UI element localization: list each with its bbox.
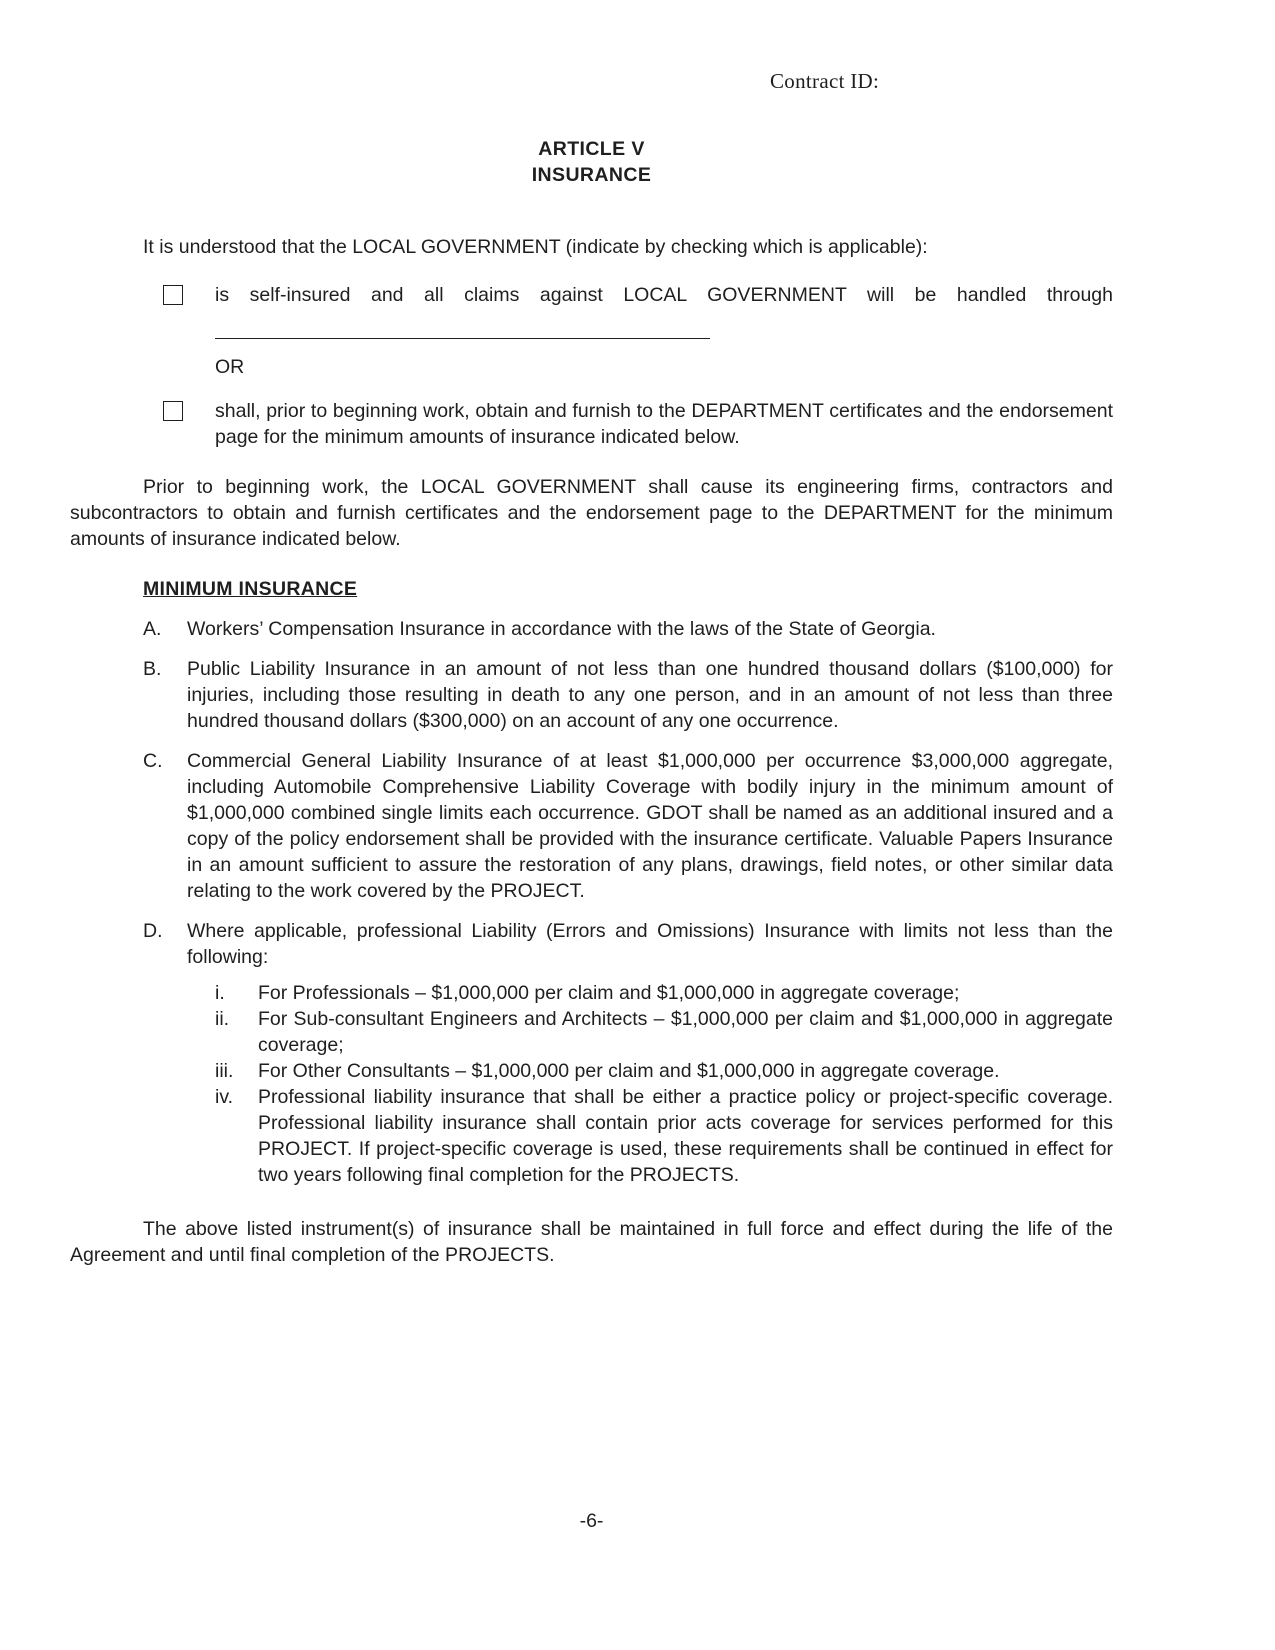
sub-item-ii <box>215 1006 1113 1058</box>
sub-item-iii <box>215 1058 1113 1084</box>
list-item-b <box>143 656 1113 734</box>
list-item-c-text: Commercial General Liability Insurance of at least $1,000,000 per occurrence $3,000,000 aggregate, including Automobile Comprehensive Liability Coverage with bodily injury in the minimum amount of $1,000,000 combined single limits each occurrence. GDOT shall be named as an additional insured and a copy of the policy endorsement shall be provided with the insurance certificate. Valuable Papers Insurance in an amount sufficient to assure the restoration of any plans, drawings, field notes, or other similar data relating to the work covered by the PROJECT. <box>187 750 1113 902</box>
sub-item-iii-text: For Other Consultants – $1,000,000 per claim and $1,000,000 in aggregate coverage. <box>258 1060 1000 1082</box>
sub-item-iv <box>215 1084 1113 1188</box>
fill-in-blank-line[interactable] <box>215 308 710 339</box>
intro-paragraph: It is understood that the LOCAL GOVERNMENT (indicate by checking which is applicable): <box>143 236 928 258</box>
option-certificates-row <box>163 398 1113 450</box>
list-item-a <box>143 616 1113 642</box>
list-item-b-text: Public Liability Insurance in an amount of not less than one hundred thousand dollars ($100,000) for injuries, including those resulting in death to any one person, and in an amount of not less than three hundred thousand dollars ($300,000) on an account of any one occurrence. <box>187 658 1113 732</box>
list-item-a-label: A. <box>143 618 162 640</box>
closing-paragraph: The above listed instrument(s) of insurance shall be maintained in full force and effect during the life of the Agreement and until final completion of the PROJECTS. <box>70 1218 1113 1266</box>
list-item-d <box>143 918 1113 970</box>
sub-item-iv-text: Professional liability insurance that shall be either a practice policy or project-specific coverage. Professional liability insurance shall contain prior acts coverage for services performed for this PROJECT. If project-specific coverage is used, these requirements shall be continued in effect for two years following final completion for the PROJECTS. <box>258 1086 1113 1186</box>
sub-item-ii-label: ii. <box>215 1008 230 1030</box>
option-certificates-text: shall, prior to beginning work, obtain and furnish to the DEPARTMENT certificates and the endorsement page for the minimum amounts of insurance indicated below. <box>215 400 1113 448</box>
contract-id-label: Contract ID: <box>770 69 880 93</box>
sub-item-iv-label: iv. <box>215 1086 234 1108</box>
self-insured-checkbox[interactable] <box>163 285 183 305</box>
list-item-b-label: B. <box>143 658 162 680</box>
article-title-line2: INSURANCE <box>531 164 652 186</box>
sub-item-i <box>215 980 1113 1006</box>
prior-to-work-paragraph: Prior to beginning work, the LOCAL GOVERNMENT shall cause its engineering firms, contractors and subcontractors to obtain and furnish certificates and the endorsement page to the DEPARTMENT for the minimum amounts of insurance indicated below. <box>70 476 1113 550</box>
list-item-c <box>143 748 1113 904</box>
article-title <box>70 136 1113 188</box>
sub-item-iii-label: iii. <box>215 1060 234 1082</box>
list-item-a-text: Workers’ Compensation Insurance in accordance with the laws of the State of Georgia. <box>187 618 936 640</box>
list-item-d-label: D. <box>143 920 163 942</box>
sub-item-i-label: i. <box>215 982 225 1004</box>
list-item-d-text: Where applicable, professional Liability (Errors and Omissions) Insurance with limits not less than the following: <box>187 920 1113 968</box>
or-label: OR <box>215 356 245 378</box>
sub-item-ii-text: For Sub-consultant Engineers and Architects – $1,000,000 per claim and $1,000,000 in aggregate coverage; <box>258 1008 1113 1056</box>
option-self-insured-row <box>163 282 1113 339</box>
list-item-c-label: C. <box>143 750 163 772</box>
certificates-checkbox[interactable] <box>163 401 183 421</box>
option-self-insured-text: is self-insured and all claims against LOCAL GOVERNMENT will be handled through <box>215 284 1113 306</box>
sub-item-list <box>70 980 1113 1188</box>
page-number: -6- <box>579 1510 604 1532</box>
article-title-line1: ARTICLE V <box>538 138 645 160</box>
sub-item-i-text: For Professionals – $1,000,000 per claim and $1,000,000 in aggregate coverage; <box>258 982 960 1004</box>
minimum-insurance-heading: MINIMUM INSURANCE <box>143 578 358 600</box>
